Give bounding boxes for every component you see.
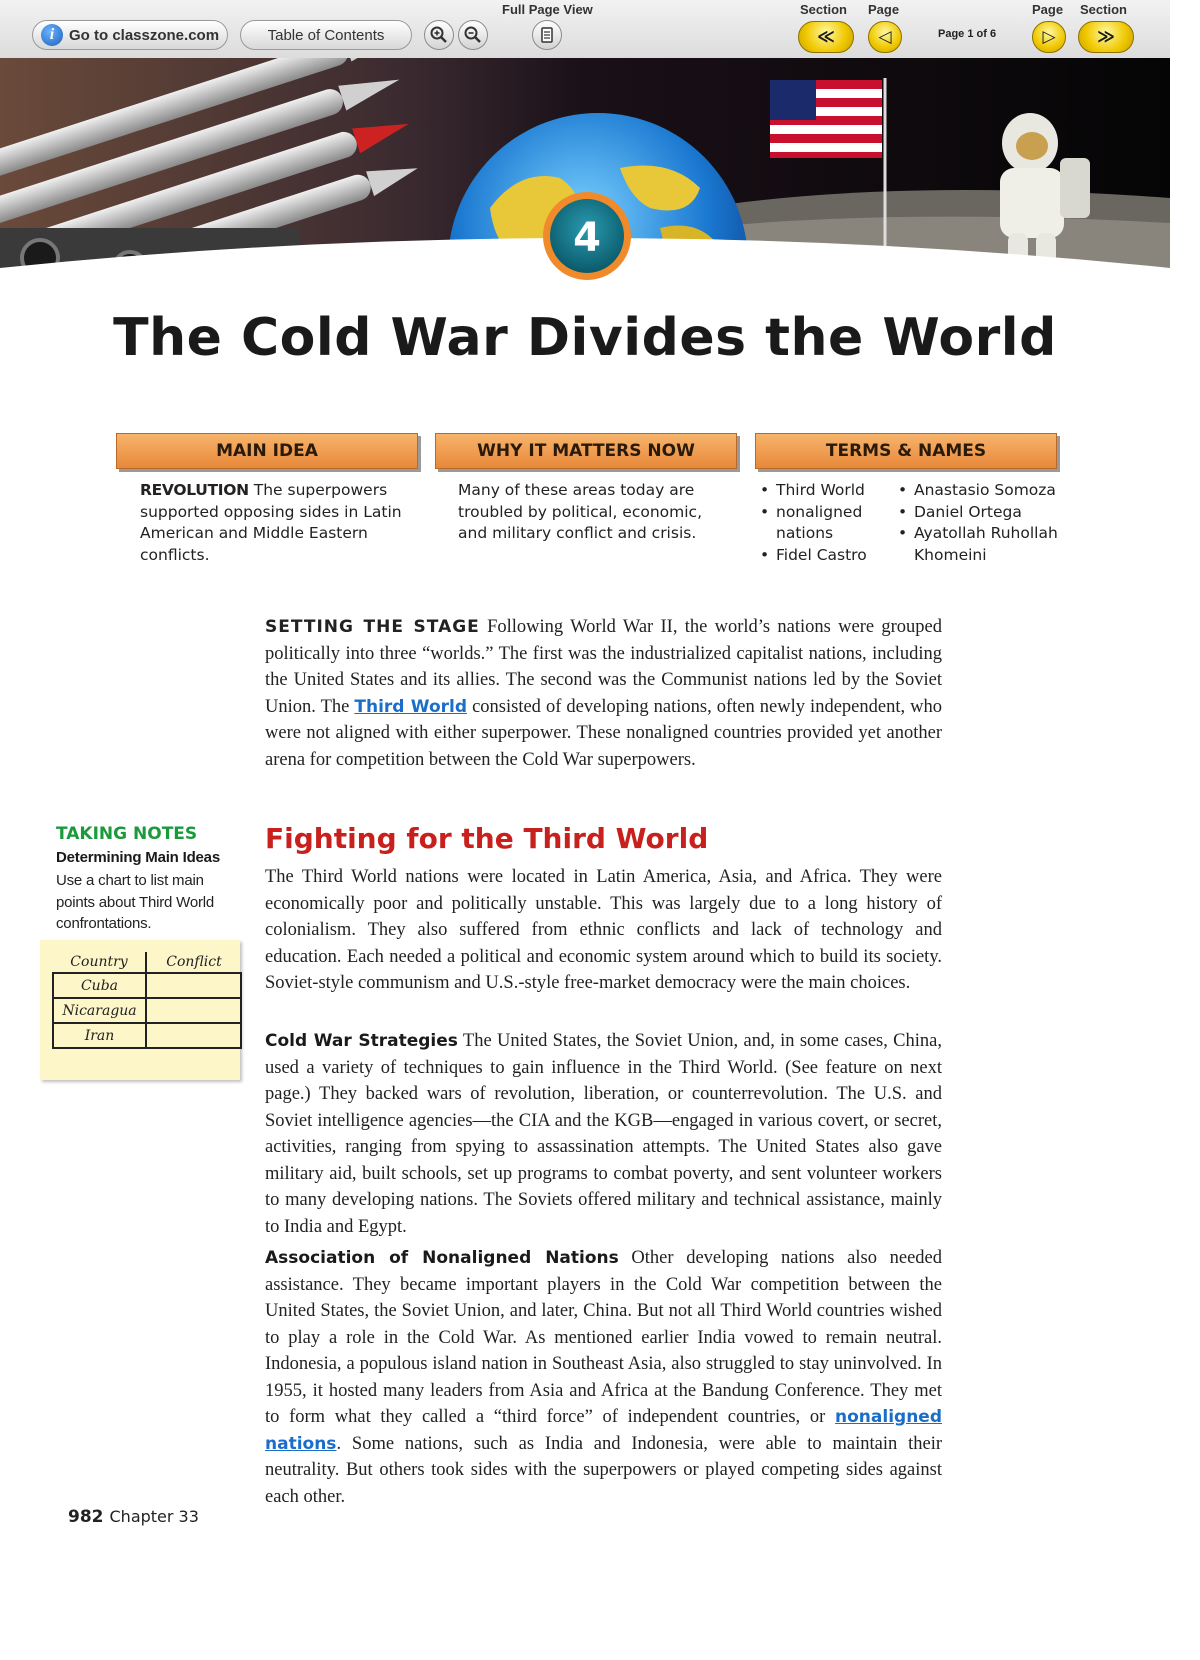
section-number-badge: 4 [573,215,601,261]
chart-cell-conflict [146,1023,241,1048]
term-item: • Ayatollah Ruhollah Khomeini [896,523,1071,566]
nonaligned-paragraph [265,1245,942,1510]
setting-the-stage-paragraph [265,614,942,773]
classzone-button[interactable] [32,20,228,50]
third-world-text: The Third World nations were located in Latin America, Asia, and Africa. They were economically poor and politically unstable. This was largely due to a long history of colonialism. They also suffered from ethnic conflicts and lack of technology and education. Each needed a political and economic system around which to build its society. Soviet-style communism and U.S.-style free-market democracy were the main choices. [265,867,942,993]
section-label-right: Section [1080,2,1127,17]
chart-cell-country: Iran [53,1023,146,1048]
chapter-label: Chapter 33 [109,1507,199,1526]
table-of-contents-button[interactable] [240,20,412,50]
setting-the-stage-label: SETTING THE STAGE [265,617,480,637]
left-arrow-icon: ◁ [878,27,892,47]
double-right-arrow-icon: ≫ [1097,27,1115,47]
third-world-term-link[interactable]: Third World [354,696,468,717]
page-footer [68,1507,199,1527]
zoom-out-icon [463,25,483,45]
setting-stage-text-2: consisted of developing nations, often newly independent, who were not aligned with either superpower. These nonaligned countries provided yet another arena for competition between the Cold War superpowers. [265,696,943,770]
chapter-banner [0,58,1170,296]
chart-cell-conflict [146,998,241,1023]
chart-header-conflict: Conflict [146,952,241,973]
main-idea-keyword: REVOLUTION [140,481,249,499]
notes-chart [52,952,242,1049]
page-label-left: Page [868,2,900,17]
chart-cell-country: Cuba [53,973,146,998]
setting-stage-text-1: Following World War II, the world’s nations were grouped politically into three “worlds.” The first was the industrialized capitalist nations, including the United States and its allies. The second was the Communist nations led by the Soviet Union. The [265,617,942,717]
terms-list-1 [758,480,898,566]
why-it-matters-header: WHY IT MATTERS NOW [435,433,737,469]
main-idea-body: The superpowers supported opposing sides in Latin American and Middle Eastern conflicts. [140,481,402,564]
cold-war-strategies-subhead: Cold War Strategies [265,1031,458,1051]
taking-notes-description: Use a chart to list main points about Third World confrontations. [56,872,215,932]
main-idea-text [140,480,410,566]
next-section-button[interactable] [1078,21,1134,53]
table-row [53,1023,241,1048]
taking-notes-title: TAKING NOTES [56,824,198,844]
previous-page-button[interactable] [868,21,902,53]
why-it-matters-text: Many of these areas today are troubled by political, economic, and military conflict and crisis. [458,481,703,542]
section-label-left: Section [800,2,847,17]
previous-section-button[interactable] [798,21,854,53]
term-item: • Daniel Ortega [896,502,1071,524]
zoom-out-button[interactable] [458,20,488,50]
term-item: • Anastasio Somoza [896,480,1071,502]
toc-label: Table of Contents [267,26,385,44]
chart-header-country: Country [53,952,146,973]
nonaligned-nations-term-link[interactable]: nonaligned nations [265,1407,942,1454]
terms-list-2 [896,480,1071,566]
right-arrow-icon: ▷ [1042,27,1056,47]
nonaligned-text-1: Other developing nations also needed assistance. They became important players in the Cold War competition between the United States, the Soviet Union, and later, China. But not all Third World countries wished to play a role in the Cold War. As mentioned earlier India vowed to remain neutral. Indonesia, a populous island nation in Southeast Asia, also struggled to stay uninvolved. In 1955, it hosted many leaders from Asia and Africa at the Bandung Conference. They met to form what they called a “third force” of independent countries, or [265,1248,942,1427]
info-icon: i [41,24,63,46]
chart-cell-country: Nicaragua [53,998,146,1023]
third-world-paragraph [265,864,942,997]
term-item: • Third World [758,480,898,502]
term-item: • nonaligned nations [758,502,898,545]
cold-war-strategies-paragraph [265,1028,942,1240]
page-title: The Cold War Divides the World [113,308,1057,368]
classzone-label: Go to classzone.com [69,26,220,44]
table-row [53,973,241,998]
section-heading: Fighting for the Third World [265,822,709,855]
nonaligned-subhead: Association of Nonaligned Nations [265,1248,619,1268]
term-item: • Fidel Castro [758,545,898,567]
page-number: 982 [68,1507,104,1527]
page-indicator: Page 1 of 6 [938,28,997,40]
full-page-view-button[interactable] [532,20,562,50]
taking-notes-subtitle: Determining Main Ideas [56,849,220,866]
table-row [53,998,241,1023]
banner-illustration [0,58,1170,296]
toolbar [0,0,1170,59]
chart-cell-conflict [146,973,241,998]
page-label-right: Page [1032,2,1064,17]
zoom-in-button[interactable] [424,20,454,50]
nonaligned-text-2: . Some nations, such as India and Indonesia, were able to maintain their neutrality. But others took sides with the superpowers or played competing sides against each other. [265,1433,942,1507]
full-page-view-label: Full Page View [502,2,593,17]
cold-war-strategies-text: The United States, the Soviet Union, and, in some cases, China, used a variety of techniques to gain influence in the Third World. (See feature on next page.) They backed wars of revolution, liberation, or counterrevolution. The U.S. and Soviet intelligence agencies—the CIA and the KGB—engaged in various covert, or secret, activities, ranging from spying to assassination attempts. The United States also gave military aid, built schools, set up programs to combat poverty, and sent volunteer workers to many developing nations. The Soviets offered military and technical assistance, mainly to India and Egypt. [265,1031,942,1237]
next-page-button[interactable] [1032,21,1066,53]
terms-names-header: TERMS & NAMES [755,433,1057,469]
document-icon [538,26,556,44]
double-left-arrow-icon: ≪ [817,27,835,47]
main-idea-header: MAIN IDEA [116,433,418,469]
zoom-in-icon [429,25,449,45]
